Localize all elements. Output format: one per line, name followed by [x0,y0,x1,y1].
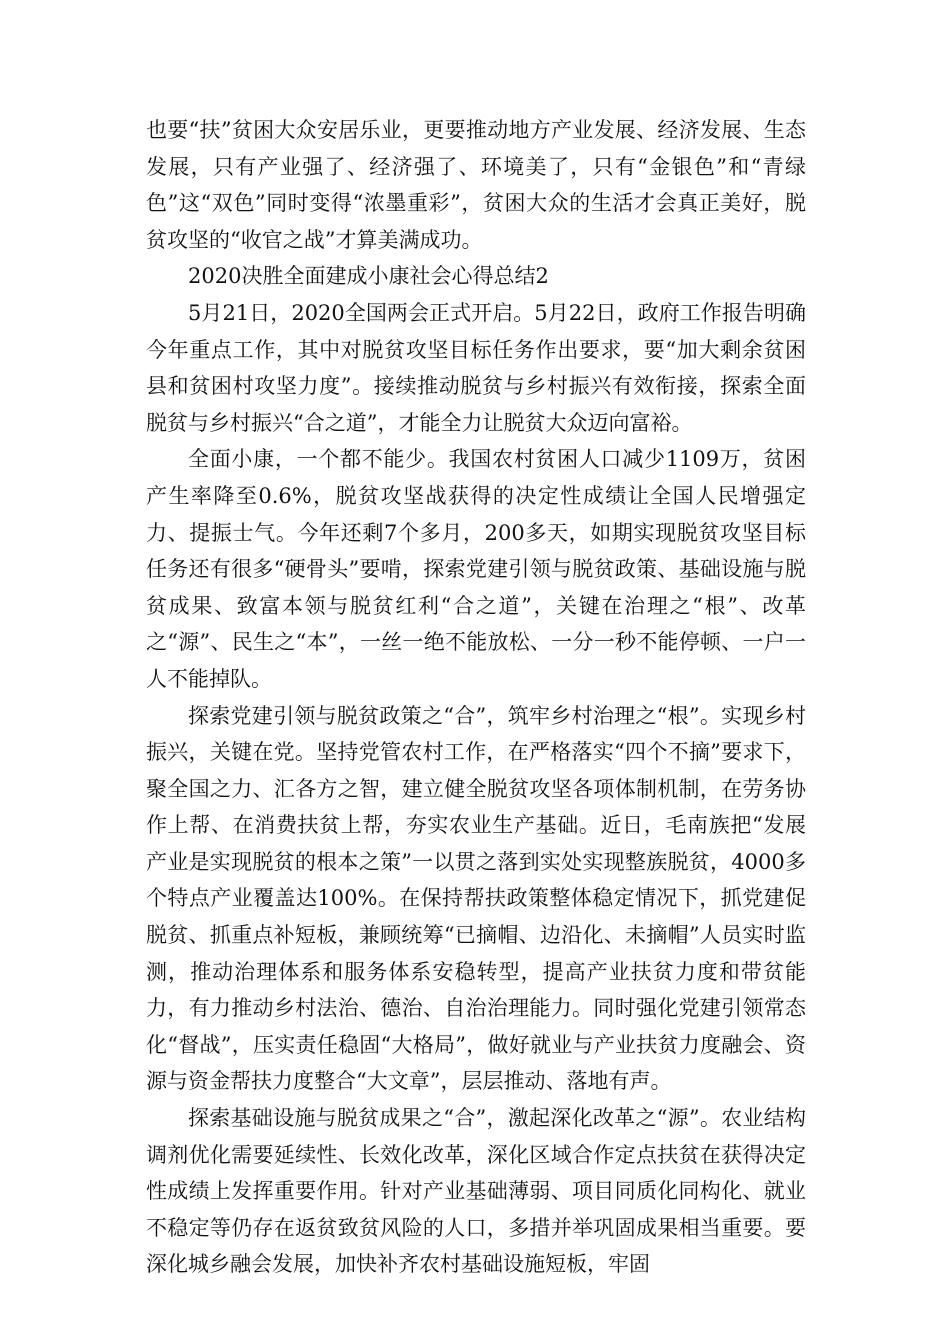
section-heading: 2020决胜全面建成小康社会心得总结2 [188,264,549,289]
paragraph: 探索党建引领与脱贫政策之“合”，筑牢乡村治理之“根”。实现乡村振兴，关键在党。坚持党管农村工作，在严格落实“四个不摘”要求下，聚全国之力、汇各方之智，建立健全脱贫攻坚各项体制机制，在劳务协作上帮、在消费扶贫上帮，夯实农业生产基础。近日，毛南族把“发展产业是实现脱贫的根本之策”一以贯之落到实处实现整族脱贫，4000多个特点产业覆盖达100%。在保持帮扶政策整体稳定情况下，抓党建促脱贫、抓重点补短板，兼顾统筹“已摘帽、边沿化、未摘帽”人员实时监测，推动治理体系和服务体系安稳转型，提高产业扶贫力度和带贫能力，有力推动乡村法治、德治、自治治理能力。同时强化党建引领常态化“督战”，压实责任稳固“大格局”，做好就业与产业扶贫力度融会、资源与资金帮扶力度整合“大文章”，层层推动、落地有声。 [146,703,806,1094]
document-page [146,112,806,1283]
paragraph: 探索基础设施与脱贫成果之“合”，激起深化改革之“源”。农业结构调剂优化需要延续性、长效化改革，深化区域合作定点扶贫在获得决定性成绩上发挥重要作用。针对产业基础薄弱、项目同质化同构化、就业不稳定等仍存在返贫致贫风险的人口，多措并举巩固成果相当重要。要深化城乡融会发展，加快补齐农村基础设施短板，牢固 [146,1106,806,1277]
paragraph: 全面小康，一个都不能少。我国农村贫困人口减少1109万，贫困产生率降至0.6%，脱贫攻坚战获得的决定性成绩让全国人民增强定力、提振士气。今年还剩7个多月，200多天，如期实现脱贫攻坚目标任务还有很多“硬骨头”要啃，探索党建引领与脱贫政策、基础设施与脱贫成果、致富本领与脱贫红利“合之道”，关键在治理之“根”、改革之“源”、民生之“本”，一丝一绝不能放松、一分一秒不能停顿、一户一人不能掉队。 [146,447,806,691]
paragraph-continuation: 也要“扶”贫困大众安居乐业，更要推动地方产业发展、经济发展、生态发展，只有产业强了、经济强了、环境美了，只有“金银色”和“青绿色”这“双色”同时变得“浓墨重彩”，贫困大众的生活才会真正美好，脱贫攻坚的“收官之战”才算美满成功。 [146,118,806,252]
paragraph: 5月21日，2020全国两会正式开启。5月22日，政府工作报告明确今年重点工作，其中对脱贫攻坚目标任务作出要求，要“加大剩余贫困县和贫困村攻坚力度”。接续推动脱贫与乡村振兴有效衔接，探索全面脱贫与乡村振兴“合之道”，才能全力让脱贫大众迈向富裕。 [146,300,806,435]
